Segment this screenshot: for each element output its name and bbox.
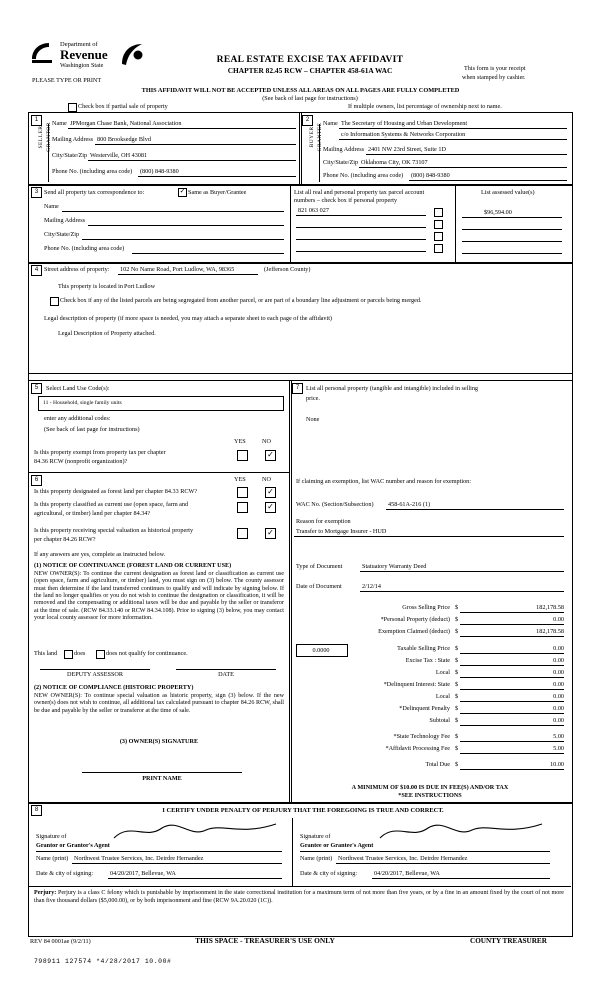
personal-property-checkbox-1[interactable] (434, 208, 443, 217)
section-5-number: 5 (31, 383, 42, 394)
amount-value-4: 0.00 (553, 657, 564, 664)
amount-prefix-6: $ (455, 681, 459, 688)
amount-prefix-3: $ (455, 645, 459, 652)
s7-doc-date-value: 2/12/14 (362, 583, 381, 590)
s7-personal-property-value: None (306, 416, 320, 423)
s6-no-header: NO (262, 476, 271, 483)
s7-reason-label: Reason for exemption (296, 518, 351, 525)
amount-rule-2 (460, 636, 564, 637)
s7-list-line1: List all personal property (tangible and intangible) included in selling (306, 385, 479, 392)
amount-rule-12 (460, 769, 564, 770)
grantor-name-value: Northwest Trustee Services, Inc. Deirdre Hernandez (74, 855, 204, 862)
amount-label-8: *Delinquent Penalty (399, 705, 450, 712)
form-chapter: CHAPTER 82.45 RCW – CHAPTER 458-61A WAC (227, 66, 393, 75)
county-value: (Jefferson County) (264, 266, 311, 273)
amount-value-7: 0.00 (553, 693, 564, 700)
amount-rule-6 (460, 689, 564, 690)
grantor-date-value: 04/20/2017, Bellevue, WA (110, 870, 176, 877)
section-2-number: 2 (302, 115, 313, 126)
affidavit-warning: THIS AFFIDAVIT WILL NOT BE ACCEPTED UNLESS ALL AREAS ON ALL PAGES ARE FULLY COMPLETED (141, 87, 460, 94)
street-address-value: 102 No Name Road, Port Ludlow, WA, 98365 (120, 266, 235, 273)
amount-value-3: 0.00 (553, 645, 564, 652)
grantor-sig-line1: Signature of (36, 833, 67, 840)
segregate-checkbox[interactable] (50, 297, 59, 306)
s6-q1: Is this property designated as forest land per chapter 84.33 RCW? (34, 488, 198, 495)
amount-label-6: *Delinquent Interest: State (383, 681, 450, 688)
this-land-label: This land (34, 650, 58, 657)
amount-prefix-2: $ (455, 628, 459, 635)
grantor-name-label: Name (print) (36, 855, 69, 862)
s6-q2-no-checkbox[interactable]: ✓ (265, 502, 276, 513)
s6-q1-yes-checkbox[interactable] (237, 487, 248, 498)
seller-address-label: Mailing Address (52, 136, 94, 143)
amount-rule-9 (460, 725, 564, 726)
s6-q3-line2: per chapter 84.26 RCW? (34, 536, 96, 543)
seller-side-label-1: SELLER (38, 125, 44, 149)
grantee-signature-mark (376, 818, 546, 844)
amount-label-5: Local (435, 669, 450, 676)
type-or-print-note: PLEASE TYPE OR PRINT (32, 77, 102, 84)
s6-q3-line1: Is this property receiving special valuation as historical property (34, 527, 194, 534)
grantor-sig-line2: Grantor or Grantor's Agent (36, 842, 110, 849)
amount-label-2: Exemption Claimed (deduct) (378, 628, 450, 635)
amount-prefix-12: $ (455, 761, 459, 768)
buyer-care-of: c/o Information Systems & Networks Corporation (341, 131, 466, 138)
s7-doc-date-label: Date of Document (296, 583, 342, 590)
amount-label-7: Local (435, 693, 450, 700)
amount-rule-7 (460, 701, 564, 702)
s7-doc-type-label: Type of Document (296, 563, 343, 570)
s6-notice1-title: (1) NOTICE OF CONTINUANCE (FOREST LAND OR CURRENT USE) (34, 562, 232, 569)
amount-value-9: 0.00 (553, 717, 564, 724)
amount-rule-1 (460, 624, 564, 625)
receipt-note-line2: when stamped by cashier. (462, 74, 526, 81)
s6-q3-no-checkbox[interactable]: ✓ (265, 528, 276, 539)
amount-value-12: 10.00 (550, 761, 564, 768)
seller-phone-value: (800) 848-9380 (140, 168, 179, 175)
grantee-date-label: Date & city of signing: (300, 870, 358, 877)
perjury-text: Perjury is a class C felony which is punishable by imprisonment in the state correctional institution for a maximum term of not more than five years, or by a fine in an amount fixed by the court of not more than five thousand dollars ($5,000.00), or by both imprisonment and fine (RCW 9A.20.020 (1C)). (34, 890, 564, 904)
parcel-number-value: 821 063 027 (298, 207, 329, 214)
assessor-date-label: DATE (218, 671, 234, 678)
amount-prefix-1: $ (455, 616, 459, 623)
amount-prefix-7: $ (455, 693, 459, 700)
amount-value-2: 182,178.58 (536, 628, 564, 635)
personal-property-checkbox-2[interactable] (434, 220, 443, 229)
seller-name-value: JPMorgan Chase Bank, National Association (70, 120, 182, 127)
receipt-note-line1: This form is your receipt (464, 65, 526, 72)
send-correspondence-label: Send all property tax correspondence to: (44, 189, 145, 196)
street-address-label: Street address of property: (44, 266, 110, 273)
owner-signature-title: (3) OWNER(S) SIGNATURE (119, 738, 199, 745)
does-label: does (74, 650, 86, 657)
form-title: REAL ESTATE EXCISE TAX AFFIDAVIT (216, 55, 404, 65)
same-as-buyer-label: Same as Buyer/Grantee (188, 189, 247, 196)
s6-if-any: If any answers are yes, complete as instructed below. (34, 551, 166, 558)
assessed-value: $96,594.00 (484, 209, 512, 216)
amount-value-11: 5.00 (553, 745, 564, 752)
amount-rule-10 (460, 741, 564, 742)
buyer-address-value: 2401 NW 23rd Street, Suite 1D (368, 146, 446, 153)
s7-exemption-claim-label: If claiming an exemption, list WAC number and reason for exemption: (296, 478, 471, 485)
buyer-address-label: Mailing Address (323, 146, 365, 153)
buyer-name-label: Name (323, 120, 338, 127)
grantor-signature-mark (110, 818, 280, 844)
buyer-side-label-1: BUYER (309, 126, 315, 148)
dept-line2: Revenue (60, 47, 108, 62)
section-7-number: 7 (292, 383, 303, 394)
legal-desc-label: Legal description of property (if more space is needed, you may attach a separate sheet to each page of the affidavit) (44, 315, 332, 322)
amount-value-6: 0.00 (553, 681, 564, 688)
buyer-city-value: Oklahoma City, OK 73107 (361, 159, 428, 166)
s5-q1-line2: 84.36 RCW (nonprofit organization)? (34, 458, 128, 465)
seller-phone-label: Phone No. (including area code) (52, 168, 133, 175)
amount-label-11: *Affidavit Processing Fee (385, 745, 450, 752)
parcel-header-line2: numbers – check box if personal property (294, 197, 398, 204)
local-rate-value: 0.0000 (312, 647, 330, 654)
seller-address-value: 800 Brooksedge Blvd (97, 136, 151, 143)
amount-label-4: Excise Tax : State (405, 657, 450, 664)
parcel-header-line1: List all real and personal property tax parcel account (294, 189, 425, 196)
segregate-label: Check box if any of the listed parcels are being segregated from another parcel, or are part of a boundary line adjustment or parcels being merged. (60, 297, 422, 304)
amount-rule-8 (460, 713, 564, 714)
seller-city-value: Westerville, OH 43081 (90, 152, 148, 159)
partial-sale-label: Check box if partial sale of property (78, 103, 168, 110)
multiple-owners-note: If multiple owners, list percentage of ownership next to name. (348, 103, 502, 110)
s6-yes-header: YES (234, 476, 246, 483)
s5-q1-no-checkbox[interactable]: ✓ (265, 450, 276, 461)
dor-logo (30, 40, 56, 66)
amount-label-10: *State Technology Fee (393, 733, 450, 740)
section-8-number: 8 (31, 805, 42, 816)
assessed-values-header: List assessed value(s) (481, 189, 535, 196)
s7-reason-value: Transfer to Mortgage Insurer - HUD (296, 528, 387, 535)
s6-notice2-title: (2) NOTICE OF COMPLIANCE (HISTORIC PROPERTY) (34, 684, 194, 691)
amount-label-9: Subtotal (429, 717, 450, 724)
dept-line3: Washington State (60, 62, 104, 69)
buyer-phone-label: Phone No. (including area code) (323, 172, 404, 179)
grantor-date-label: Date & city of signing: (36, 870, 94, 877)
enter-additional-label: enter any additional codes: (44, 415, 111, 422)
amount-prefix-8: $ (455, 705, 459, 712)
grantee-name-value: Northwest Trustee Services, Inc. Deirdre Hernandez (338, 855, 468, 862)
s5-yes-header: YES (234, 438, 246, 445)
buyer-phone-value: (800) 848-9380 (411, 172, 450, 179)
s3-city-label: City/State/Zip (44, 231, 80, 238)
treasurer-stamp: 798911 127574 *4/28/2017 10.00# (34, 958, 172, 965)
see-back-note: (See back of last page for instructions) (262, 95, 358, 102)
s7-wac-value: 458-61A-216 (1) (388, 501, 431, 508)
minimum-due-line2: *SEE INSTRUCTIONS (398, 792, 462, 799)
deputy-assessor-label: DEPUTY ASSESSOR (67, 671, 123, 678)
land-use-code-value: 11 - Household, single family units (43, 400, 122, 406)
located-in-value: Port Ludlow (124, 283, 156, 290)
buyer-name-value: The Secretary of Housing and Urban Development (341, 120, 468, 127)
amount-value-8: 0.00 (553, 705, 564, 712)
s7-doc-type-value: Statuatory Warranty Deed (362, 563, 427, 570)
print-name-label: PRINT NAME (142, 775, 182, 782)
section-6-number: 6 (31, 475, 42, 486)
see-back-label-5: (See back of last page for instructions) (44, 426, 140, 433)
s6-notice2-body: NEW OWNER(S): To continue special valuation as historic property, sign (3) below. If the new owner(s) does not wish to continue, all additional tax calculated pursuant to chapter 84.26 RCW, shall be due and payable by the seller or transferor at the time of sale. (34, 693, 284, 714)
personal-property-checkbox-4[interactable] (434, 244, 443, 253)
perjury-note (34, 890, 564, 905)
partial-sale-checkbox[interactable] (68, 103, 77, 112)
s6-q3-yes-checkbox[interactable] (237, 528, 248, 539)
s7-wac-label: WAC No. (Section/Subsection) (296, 501, 374, 508)
revenue-swoosh-icon (118, 42, 144, 68)
county-treasurer-label: COUNTY TREASURER (470, 937, 547, 945)
s6-q2-line1: Is this property classified as current use (open space, farm and (34, 501, 189, 508)
amount-label-1: *Personal Property (deduct) (380, 616, 450, 623)
section-4-number: 4 (31, 265, 42, 276)
grantee-sig-line2: Grantee or Grantee's Agent (300, 842, 374, 849)
amount-value-0: 182,178.58 (536, 604, 564, 611)
amount-prefix-9: $ (455, 717, 459, 724)
land-use-title: Select Land Use Code(s): (46, 385, 110, 392)
amount-prefix-11: $ (455, 745, 459, 752)
s6-q1-no-checkbox[interactable]: ✓ (265, 487, 276, 498)
amount-label-0: Gross Selling Price (402, 604, 450, 611)
same-as-buyer-checkbox[interactable]: ✓ (179, 188, 186, 195)
amount-prefix-4: $ (455, 657, 459, 664)
s5-q1-yes-checkbox[interactable] (237, 450, 248, 461)
located-in-label: This property is located in (58, 283, 123, 290)
amount-prefix-10: $ (455, 733, 459, 740)
amount-value-10: 5.00 (553, 733, 564, 740)
amount-rule-5 (460, 677, 564, 678)
s3-address-label: Mailing Address (44, 217, 86, 224)
amount-value-1: 0.00 (553, 616, 564, 623)
s6-q2-yes-checkbox[interactable] (237, 502, 248, 513)
buyer-city-label: City/State/Zip (323, 159, 359, 166)
personal-property-checkbox-3[interactable] (434, 232, 443, 241)
perjury-bold: Perjury: (34, 890, 57, 896)
s5-no-header: NO (262, 438, 271, 445)
seller-side-label-2: GRANTOR (46, 122, 52, 152)
amount-value-5: 0.00 (553, 669, 564, 676)
s3-name-label: Name (44, 203, 59, 210)
s6-q2-line2: agricultural, or timber) land per chapter 84.34? (34, 510, 151, 517)
amount-label-3: Taxable Selling Price (397, 645, 450, 652)
seller-city-label: City/State/Zip (52, 152, 88, 159)
dept-line1: Department of (60, 41, 98, 48)
section-1-number: 1 (31, 115, 42, 126)
s5-q1-line1: Is this property exempt from property tax per chapter (34, 449, 166, 456)
certify-statement: I CERTIFY UNDER PENALTY OF PERJURY THAT THE FOREGOING IS TRUE AND CORRECT. (162, 807, 444, 814)
grantee-date-value: 04/20/2017, Bellevue, WA (374, 870, 440, 877)
amount-label-12: Total Due (425, 761, 450, 768)
grantee-name-label: Name (print) (300, 855, 333, 862)
amount-prefix-0: $ (455, 604, 459, 611)
treasurer-use-label: THIS SPACE - TREASURER'S USE ONLY (195, 936, 335, 945)
s7-list-line2: price. (306, 395, 320, 402)
amount-rule-4 (460, 665, 564, 666)
amount-rule-3 (460, 653, 564, 654)
seller-name-label: Name (52, 120, 67, 127)
buyer-side-label-2: GRANTEE (317, 122, 323, 152)
s6-notice1-body: NEW OWNER(S): To continue the current designation as forest land or classification as current use (open space, farm and agriculture, or timber) land, you must sign on (3) below. The county assessor must then determine if the land transferred continues to qualify and will indicate by signing below. If the land no longer qualifies or you do not wish to continue the designation or classification, it will be removed and the compensating or additional taxes will be due and payable by the seller or transferor at the time of sale. (RCW 84.33.140 or RCW 84.34.108). Prior to signing (3) below, you may contact your local county assessor for more information. (34, 571, 284, 621)
does-not-label: does not qualify for continuance. (106, 650, 188, 657)
s3-phone-label: Phone No. (including area code) (44, 245, 125, 252)
grantee-sig-line1: Signature of (300, 833, 331, 840)
amount-rule-0 (460, 612, 564, 613)
minimum-due-line1: A MINIMUM OF $10.00 IS DUE IN FEE(S) AND/OR TAX (351, 784, 509, 791)
legal-desc-value: Legal Description of Property attached. (58, 330, 156, 337)
section-3-number: 3 (31, 187, 42, 198)
rev-number: REV 84 0001ae (9/2/11) (30, 938, 91, 945)
amount-rule-11 (460, 753, 564, 754)
amount-prefix-5: $ (455, 669, 459, 676)
